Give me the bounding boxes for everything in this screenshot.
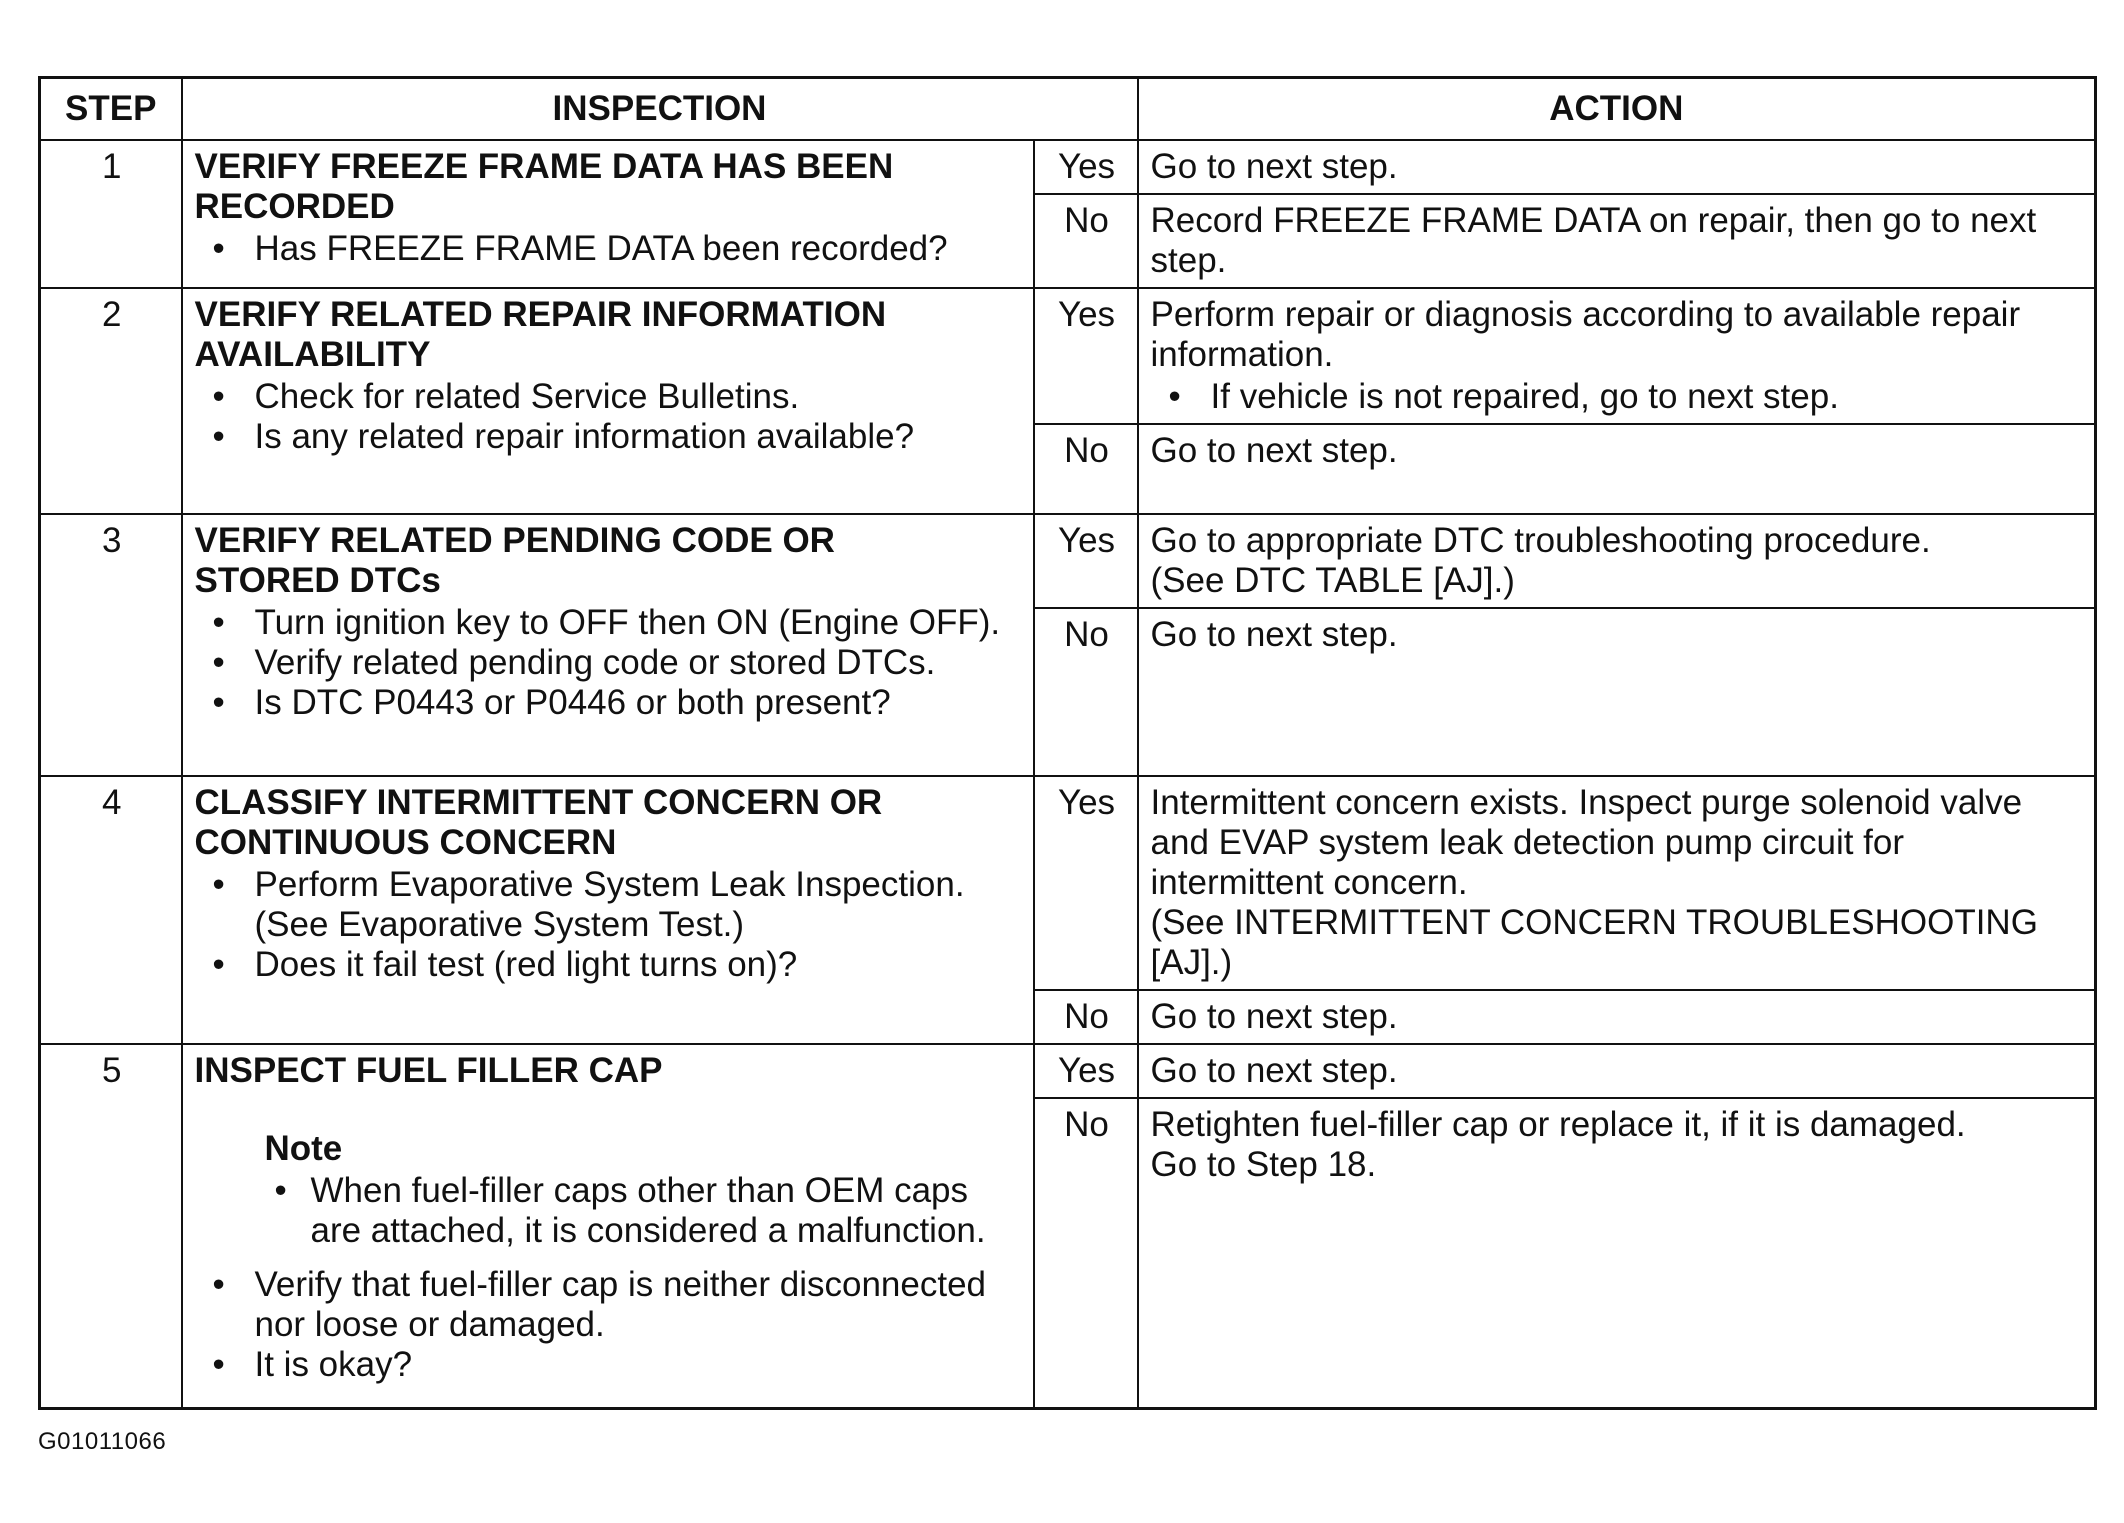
step-number: 4: [40, 776, 182, 1044]
no-action: [1138, 990, 2096, 1044]
yes-action: [1138, 288, 2096, 424]
list-item: • Does it fail test (red light turns on)?: [255, 945, 1023, 985]
action-text: Record FREEZE FRAME DATA on repair, then go to next step.: [1150, 201, 2037, 280]
inspection-title: INSPECT FUEL FILLER CAP: [194, 1051, 663, 1090]
no-label: No: [1034, 1098, 1138, 1408]
header-inspection: INSPECTION: [182, 78, 1138, 141]
action-text: (See INTERMITTENT CONCERN TROUBLESHOOTING [AJ].): [1150, 903, 2038, 982]
yes-action: [1138, 140, 2096, 194]
step-number: 2: [40, 288, 182, 514]
no-action: [1138, 1098, 2096, 1408]
inspection-title: VERIFY RELATED PENDING CODE OR: [194, 521, 835, 560]
no-label: No: [1034, 990, 1138, 1044]
inspection-bullets: [195, 865, 1023, 985]
yes-action: [1138, 776, 2096, 990]
no-action: [1138, 194, 2096, 288]
inspection-bullets: [195, 603, 1023, 723]
table-row: [40, 140, 2096, 194]
inspection-bullets: [195, 1265, 1023, 1385]
yes-label: Yes: [1034, 1044, 1138, 1098]
action-text: Intermittent concern exists. Inspect purge solenoid valve and EVAP system leak detection pump circuit for intermittent concern.: [1150, 783, 2023, 902]
inspection-cell: [182, 776, 1034, 1044]
step-number: 3: [40, 514, 182, 776]
yes-label: Yes: [1034, 514, 1138, 608]
action-bullets: [1151, 377, 2085, 417]
step-number: 5: [40, 1044, 182, 1408]
inspection-title: CLASSIFY INTERMITTENT CONCERN OR: [194, 783, 883, 822]
inspection-cell: [182, 288, 1034, 514]
list-item: • Check for related Service Bulletins.: [255, 377, 1023, 417]
list-item: • Turn ignition key to OFF then ON (Engine OFF).: [255, 603, 1023, 643]
action-text: Go to next step.: [1150, 997, 1398, 1036]
inspection-cell: [182, 1044, 1034, 1408]
action-text: Go to next step.: [1150, 1051, 1398, 1090]
action-text: Go to Step 18.: [1150, 1145, 1377, 1184]
no-action: [1138, 608, 2096, 776]
inspection-title: AVAILABILITY: [194, 335, 431, 374]
action-text: Go to next step.: [1150, 431, 1398, 470]
action-text: Go to next step.: [1150, 147, 1398, 186]
header-action: ACTION: [1138, 78, 2096, 141]
list-item: • Is any related repair information available?: [255, 417, 1023, 457]
list-item: • Perform Evaporative System Leak Inspection. (See Evaporative System Test.): [255, 865, 1023, 945]
table-row: [40, 514, 2096, 608]
note-block: [265, 1129, 1023, 1251]
no-label: No: [1034, 608, 1138, 776]
no-label: No: [1034, 424, 1138, 514]
list-item: • If vehicle is not repaired, go to next step.: [1211, 377, 2085, 417]
inspection-title: VERIFY FREEZE FRAME DATA HAS BEEN: [194, 147, 894, 186]
table-row: [40, 776, 2096, 990]
inspection-title: RECORDED: [194, 187, 395, 226]
header-step: STEP: [40, 78, 182, 141]
list-item: • Verify that fuel-filler cap is neither disconnected nor loose or damaged.: [255, 1265, 1023, 1345]
inspection-title: STORED DTCs: [194, 561, 441, 600]
header-row: [40, 78, 2096, 141]
action-text: Go to next step.: [1150, 615, 1398, 654]
yes-action: [1138, 1044, 2096, 1098]
action-text: Go to appropriate DTC troubleshooting procedure.: [1150, 521, 1931, 560]
no-action: [1138, 424, 2096, 514]
action-text: Perform repair or diagnosis according to available repair information.: [1150, 295, 2021, 374]
inspection-title: CONTINUOUS CONCERN: [194, 823, 617, 862]
inspection-bullets: [195, 377, 1023, 457]
list-item: • When fuel-filler caps other than OEM caps are attached, it is considered a malfunction.: [311, 1171, 1023, 1251]
list-item: • Verify related pending code or stored DTCs.: [255, 643, 1023, 683]
yes-label: Yes: [1034, 140, 1138, 194]
action-text: (See DTC TABLE [AJ].): [1150, 561, 1515, 600]
list-item: • Has FREEZE FRAME DATA been recorded?: [255, 229, 1023, 269]
no-label: No: [1034, 194, 1138, 288]
list-item: • Is DTC P0443 or P0446 or both present?: [255, 683, 1023, 723]
note-bullets: [265, 1171, 1023, 1251]
table-row: [40, 288, 2096, 424]
yes-action: [1138, 514, 2096, 608]
yes-label: Yes: [1034, 776, 1138, 990]
yes-label: Yes: [1034, 288, 1138, 424]
action-text: Retighten fuel-filler cap or replace it, if it is damaged.: [1150, 1105, 1966, 1144]
inspection-title: VERIFY RELATED REPAIR INFORMATION: [194, 295, 887, 334]
inspection-cell: [182, 140, 1034, 288]
table-row: [40, 1044, 2096, 1098]
step-number: 1: [40, 140, 182, 288]
list-item: • It is okay?: [255, 1345, 1023, 1385]
diagnostic-document: [38, 76, 2094, 1410]
inspection-cell: [182, 514, 1034, 776]
diagnostic-table: [38, 76, 2097, 1410]
note-title: Note: [264, 1129, 343, 1168]
inspection-bullets: [195, 229, 1023, 269]
figure-id: G01011066: [38, 1428, 167, 1455]
